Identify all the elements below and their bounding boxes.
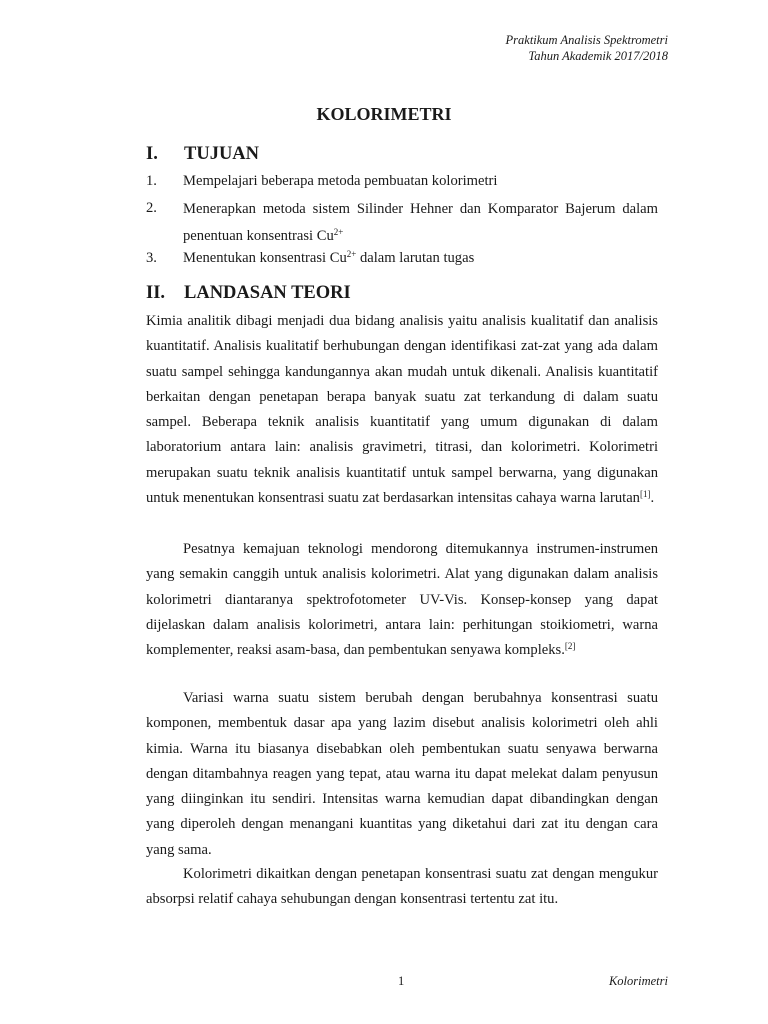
section-number: II. [146, 283, 166, 303]
body-paragraph-1 [146, 309, 658, 511]
paragraph-end: . [650, 490, 655, 507]
section-title: TUJUAN [184, 144, 260, 164]
citation-ref: [1] [639, 489, 651, 500]
section-heading-landasan-teori [146, 283, 351, 304]
list-item-number: 2. [146, 200, 157, 216]
list-item-text: Mempelajari beberapa metoda pembuatan kolorimetri [183, 173, 498, 189]
list-item [146, 246, 658, 271]
section-number: I. [146, 144, 158, 164]
charge-superscript: 2+ [346, 249, 357, 259]
paragraph-text: Kimia analitik dibagi menjadi dua bidang analisis yaitu analisis kualitatif dan analisis kuantitatif. Analisis kualitatif berhubungan dengan identifikasi zat-zat yang ada dalam suatu sampel sehingga kandungannya akan mudah untuk dikenali. Analisis kuantitatif berkaitan dengan penetapan berapa banyak suatu zat terkandung di dalam suatu sampel. Beberapa teknik analisis kuantitatif yang umum digunakan di dalam laboratorium antara lain: analisis gravimetri, titrasi, dan kolorimetri. Kolorimetri merupakan suatu teknik analisis kuantitatif untuk sampel berwarna, yang digunakan untuk menentukan konsentrasi suatu zat berdasarkan intensitas cahaya warna larutan [146, 313, 658, 507]
section-heading-tujuan [146, 144, 259, 165]
list-item-text-end: dalam larutan tugas [356, 250, 475, 266]
document-title: KOLORIMETRI [316, 104, 452, 124]
page-number: 1 [398, 974, 405, 988]
list-item-number: 1. [146, 173, 157, 189]
citation-ref: [2] [564, 641, 576, 652]
paragraph-text: Kolorimetri dikaitkan dengan penetapan konsentrasi suatu zat dengan mengukur absorpsi relatif cahaya sehubungan dengan konsentrasi tertentu zat itu. [146, 866, 658, 908]
list-item-text-main: Menentukan konsentrasi Cu [183, 250, 347, 266]
section-title: LANDASAN TEORI [184, 283, 351, 303]
charge-superscript: 2+ [333, 227, 344, 237]
body-paragraph-2 [146, 537, 658, 663]
page-header [506, 32, 668, 64]
list-item-text [183, 246, 658, 271]
list-item-text-main: Menerapkan metoda sistem Silinder Hehner dan Komparator Bajerum dalam penentuan konsentrasi Cu [183, 201, 658, 244]
header-course: Praktikum Analisis Spektrometri [505, 33, 668, 47]
list-item [146, 169, 658, 194]
list-item [146, 196, 658, 250]
list-item-text [183, 196, 658, 250]
paragraph-text: Variasi warna suatu sistem berubah dengan berubahnya konsentrasi suatu komponen, membentuk dasar apa yang lazim disebut analisis kolorimetri oleh ahli kimia. Warna itu biasanya disebabkan oleh pembentukan suatu senyawa berwarna dengan ditambahnya reagen yang tepat, atau warna itu dapat melekat dalam penyusun yang diinginkan itu sendiri. Intensitas warna kemudian dapat dibandingkan dengan yang diperoleh dengan menangani kuantitas yang diketahui dari zat itu dengan cara yang sama. [146, 690, 658, 858]
body-paragraph-3 [146, 686, 658, 863]
header-academic-year: Tahun Akademik 2017/2018 [528, 49, 668, 63]
paragraph-text: Pesatnya kemajuan teknologi mendorong ditemukannya instrumen-instrumen yang semakin canggih untuk analisis kolorimetri. Alat yang digunakan dalam analisis kolorimetri diantaranya spektrofotometer UV-Vis. Konsep-konsep yang dapat dijelaskan dalam analisis kolorimetri, antara lain: perhitungan stoikiometri, warna komplementer, reaksi asam-basa, dan pembentukan senyawa kompleks. [146, 541, 658, 659]
running-footer-title: Kolorimetri [608, 974, 668, 988]
body-paragraph-4 [146, 862, 658, 913]
list-item-number: 3. [146, 250, 157, 266]
